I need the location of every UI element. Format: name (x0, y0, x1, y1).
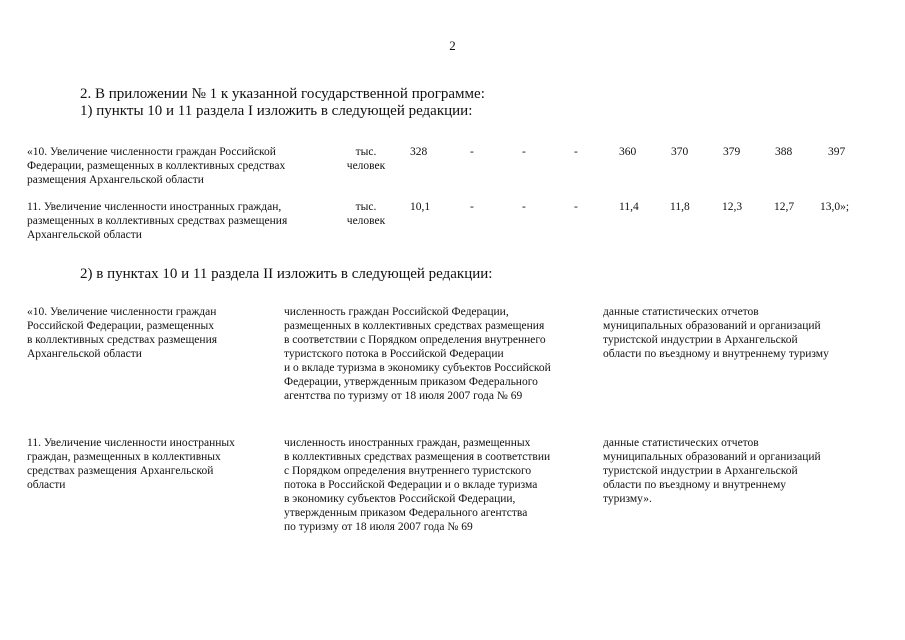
value-cell: 11,8 (670, 201, 690, 213)
indicator-name: 11. Увеличение численности иностранных граждан, размещенных в коллективных средствах размещения Архангельской области (27, 437, 235, 491)
unit: тыс. человек (346, 146, 386, 172)
value-cell: 12,3 (722, 201, 743, 213)
value-cell: 379 (723, 146, 741, 158)
value-cell: - (470, 146, 474, 158)
value-cell: 397 (828, 146, 846, 158)
calculation-method: численность иностранных граждан, размещенных в коллективных средствах размещения в соответствии с Порядком определения внутреннего туристского потока в Российской Федерации и о вкладе туризма в экономику субъектов Российской Федерации, утвержденным приказом Федерального агентства по туризму от 18 июля 2007 года № 69 (284, 437, 551, 533)
page-number: 2 (449, 38, 456, 53)
intro-line-1: 2. В приложении № 1 к указанной государственной программе: (80, 86, 485, 102)
data-source: данные статистических отчетов муниципальных образований и организаций туристской индустрии в Архангельской области по въездному и внутреннему туризму (603, 306, 829, 360)
value-cell: - (574, 146, 578, 158)
value-cell: - (574, 201, 578, 213)
indicator-name: «10. Увеличение численности граждан Российской Федерации, размещенных в коллективных средствах размещения Архангельской области (27, 306, 218, 360)
value-cell: 12,7 (774, 201, 795, 213)
intro-line-2: 1) пункты 10 и 11 раздела I изложить в следующей редакции: (80, 103, 473, 119)
section2-heading: 2) в пунктах 10 и 11 раздела II изложить в следующей редакции: (80, 266, 493, 282)
value-cell: - (470, 201, 474, 213)
value-cell: 370 (671, 146, 689, 158)
indicator-name: 11. Увеличение численности иностранных граждан, размещенных в коллективных средствах размещения Архангельской области (27, 201, 288, 241)
calculation-method: численность граждан Российской Федерации, размещенных в коллективных средствах размещения в соответствии с Порядком определения внутреннего туристского потока в Российской Федерации и о вкладе туризма в экономику субъектов Российской Федерации, утвержденным приказом Федерального агентства по туризму от 18 июля 2007 года № 69 (284, 306, 551, 402)
value-cell: 388 (775, 146, 793, 158)
unit: тыс. человек (346, 201, 386, 227)
value-cell: 360 (619, 146, 637, 158)
indicator-name: «10. Увеличение численности граждан Российской Федерации, размещенных в коллективных средствах размещения Архангельской области (27, 146, 286, 186)
value-cell: 10,1 (410, 201, 431, 213)
data-source: данные статистических отчетов муниципальных образований и организаций туристской индустрии в Архангельской области по въездному и внутреннему туризму». (603, 437, 821, 505)
value-cell: 13,0»; (820, 201, 850, 213)
value-cell: - (522, 146, 526, 158)
value-cell: - (522, 201, 526, 213)
value-cell: 11,4 (619, 201, 639, 213)
value-cell: 328 (410, 146, 428, 158)
